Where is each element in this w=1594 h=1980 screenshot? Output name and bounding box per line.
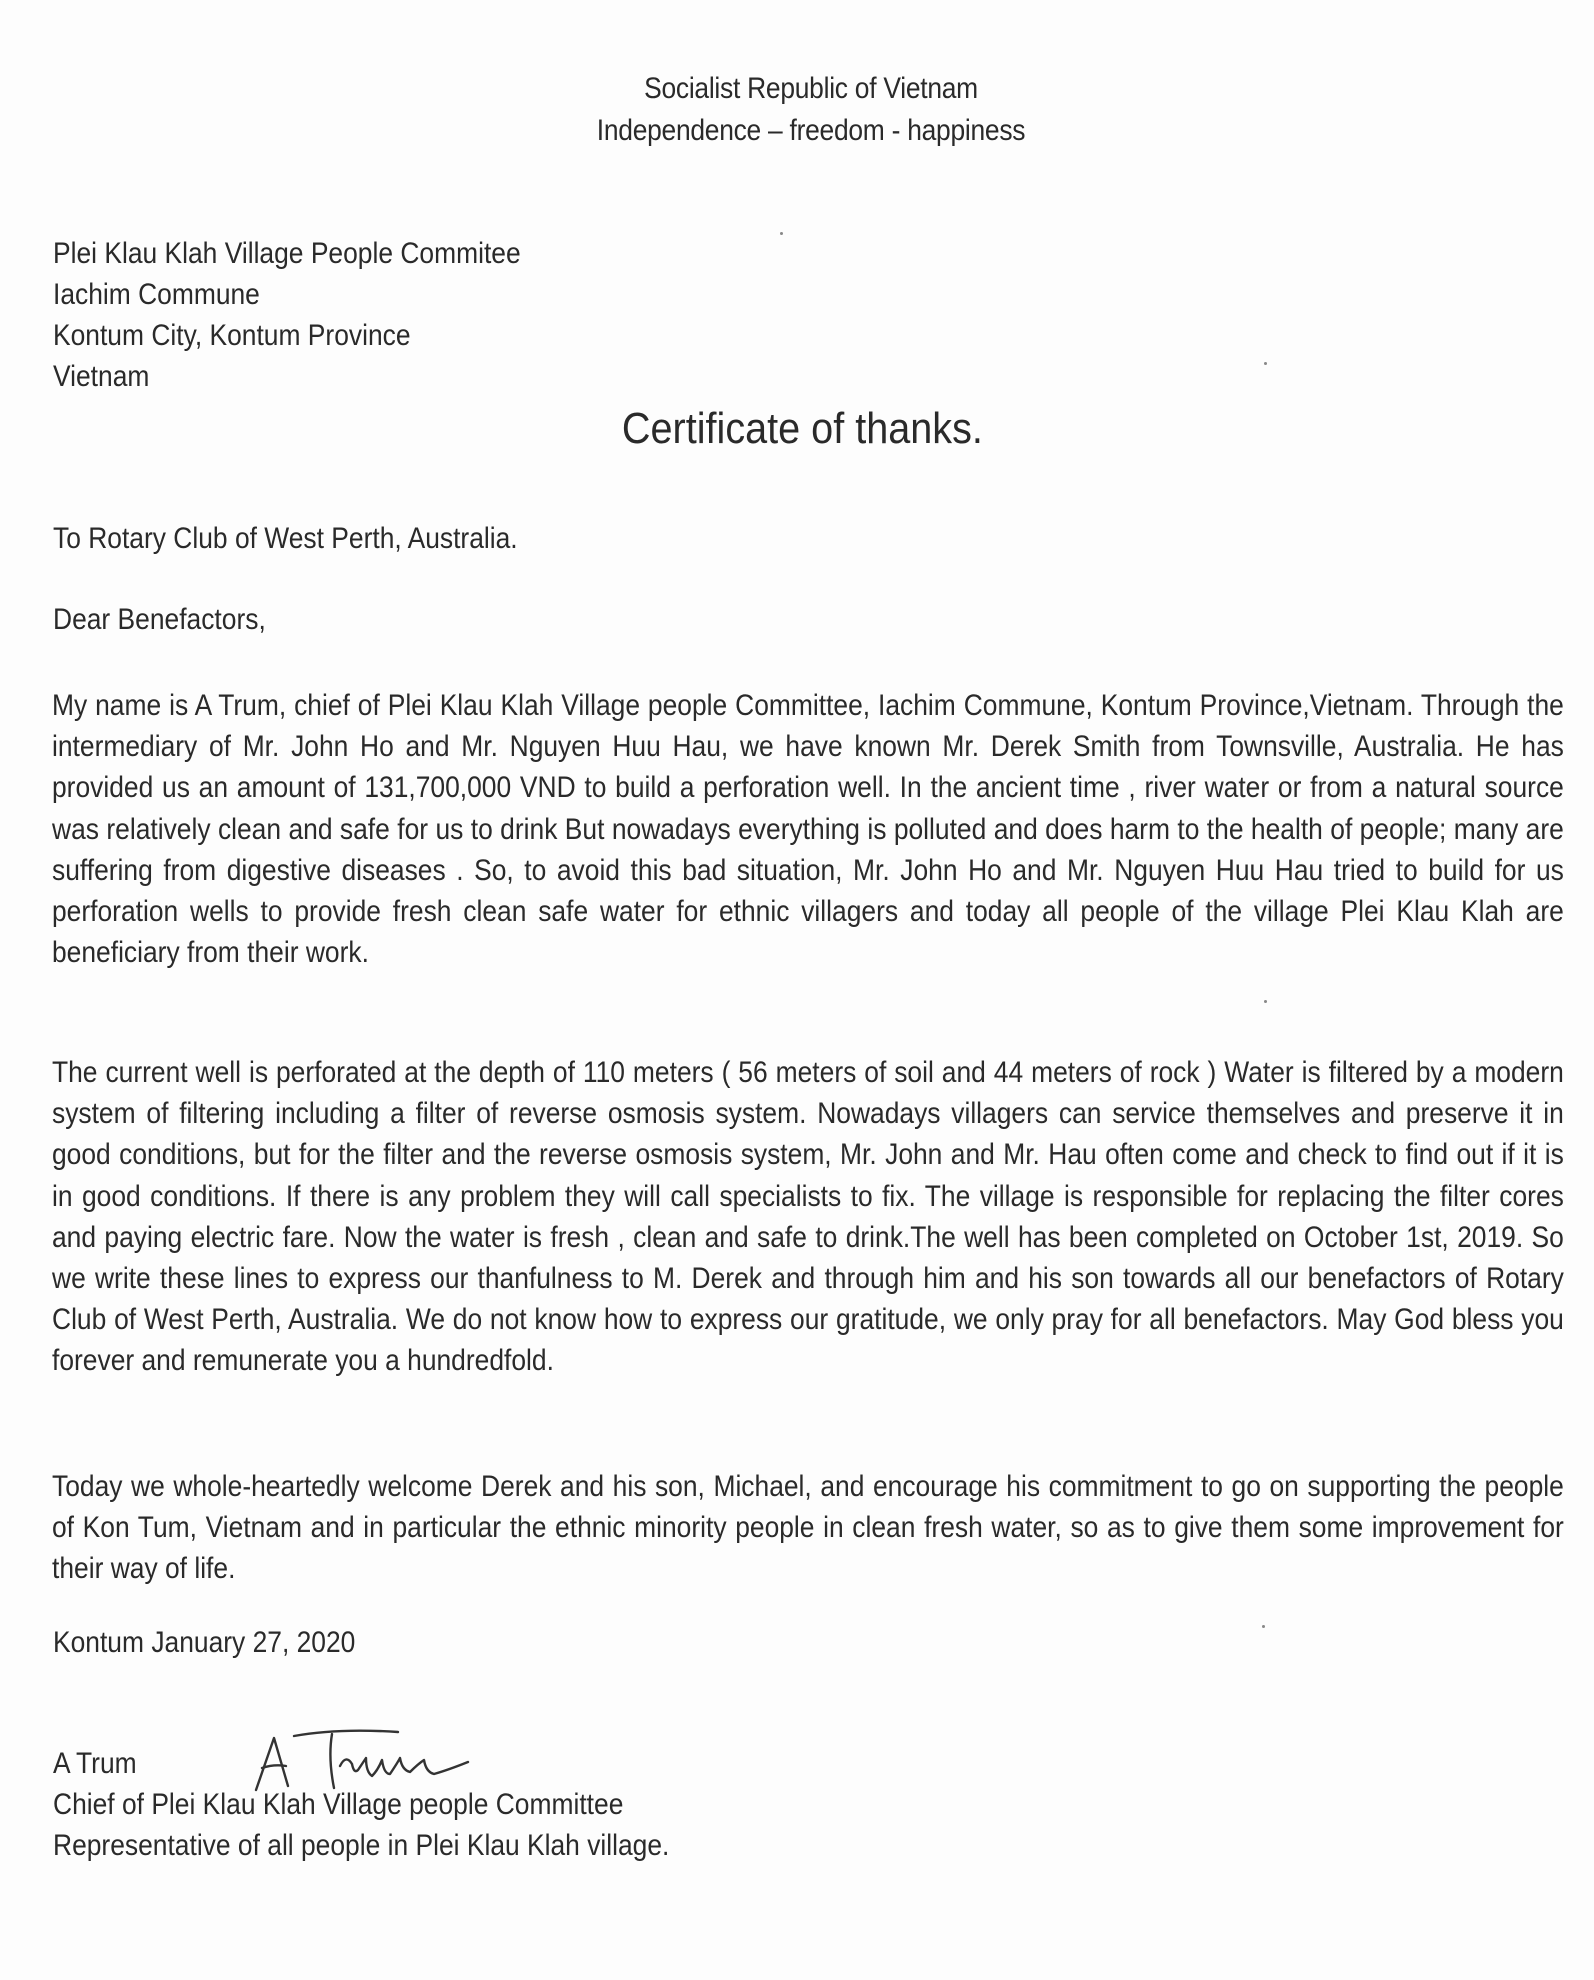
sender-city: Kontum City, Kontum Province — [53, 319, 411, 352]
body-paragraph-2: The current well is perforated at the depth of 110 meters ( 56 meters of soil and 44 meters of rock ) Water is filtered by a modern system of filtering including a filter of reverse osmosis system. Nowadays villagers can service themselves and preserve it in good conditions, but for the filter and the reverse osmosis system, Mr. John and Mr. Hau often come and check to find out if it is in good conditions. If there is any problem they will call specialists to fix. The village is responsible for replacing the filter cores and paying electric fare. Now the water is fresh , clean and safe to drink.The well has been completed on October 1st, 2019. So we write these lines to express our thanfulness to M. Derek and through him and his son towards all our benefactors of Rotary Club of West Perth, Australia. We do not know how to express our gratitude, we only pray for all benefactors. May God bless you forever and remunerate you a hundredfold. — [52, 1056, 1564, 1378]
recipient-line: To Rotary Club of West Perth, Australia. — [53, 522, 518, 555]
date-line: Kontum January 27, 2020 — [53, 1626, 356, 1659]
header-country: Socialist Republic of Vietnam — [644, 72, 978, 105]
sender-country: Vietnam — [53, 360, 150, 393]
signatory-name: A Trum — [53, 1747, 137, 1780]
scan-speck — [1264, 1000, 1267, 1003]
sender-commune: Iachim Commune — [53, 278, 260, 311]
scan-speck — [780, 232, 783, 235]
signatory-title: Chief of Plei Klau Klah Village people Committee — [53, 1788, 624, 1821]
salutation: Dear Benefactors, — [53, 603, 266, 636]
body-paragraph-1: My name is A Trum, chief of Plei Klau Klah Village people Committee, Iachim Commune, Kontum Province,Vietnam. Through the intermediary of Mr. John Ho and Mr. Nguyen Huu Hau, we have known Mr. Derek Smith from Townsville, Australia. He has provided us an amount of 131,700,000 VND to build a perforation well. In the ancient time , river water or from a natural source was relatively clean and safe for us to drink But nowadays everything is polluted and does harm to the health of people; many are suffering from digestive diseases . So, to avoid this bad situation, Mr. John Ho and Mr. Nguyen Huu Hau tried to build for us perforation wells to provide fresh clean safe water for ethnic villagers and today all people of the village Plei Klau Klah are beneficiary from their work. — [52, 689, 1564, 970]
body-paragraph-3: Today we whole-heartedly welcome Derek and his son, Michael, and encourage his commitment to go on supporting the people of Kon Tum, Vietnam and in particular the ethnic minority people in clean fresh water, so as to give them some improvement for their way of life. — [52, 1470, 1564, 1586]
sender-committee: Plei Klau Klah Village People Commitee — [53, 237, 521, 270]
scan-speck — [1262, 1625, 1265, 1628]
signatory-representative: Representative of all people in Plei Klau Klah village. — [53, 1829, 670, 1862]
scan-speck — [1264, 362, 1267, 365]
page-title: Certificate of thanks. — [621, 404, 983, 453]
header-motto: Independence – freedom - happiness — [596, 114, 1026, 147]
